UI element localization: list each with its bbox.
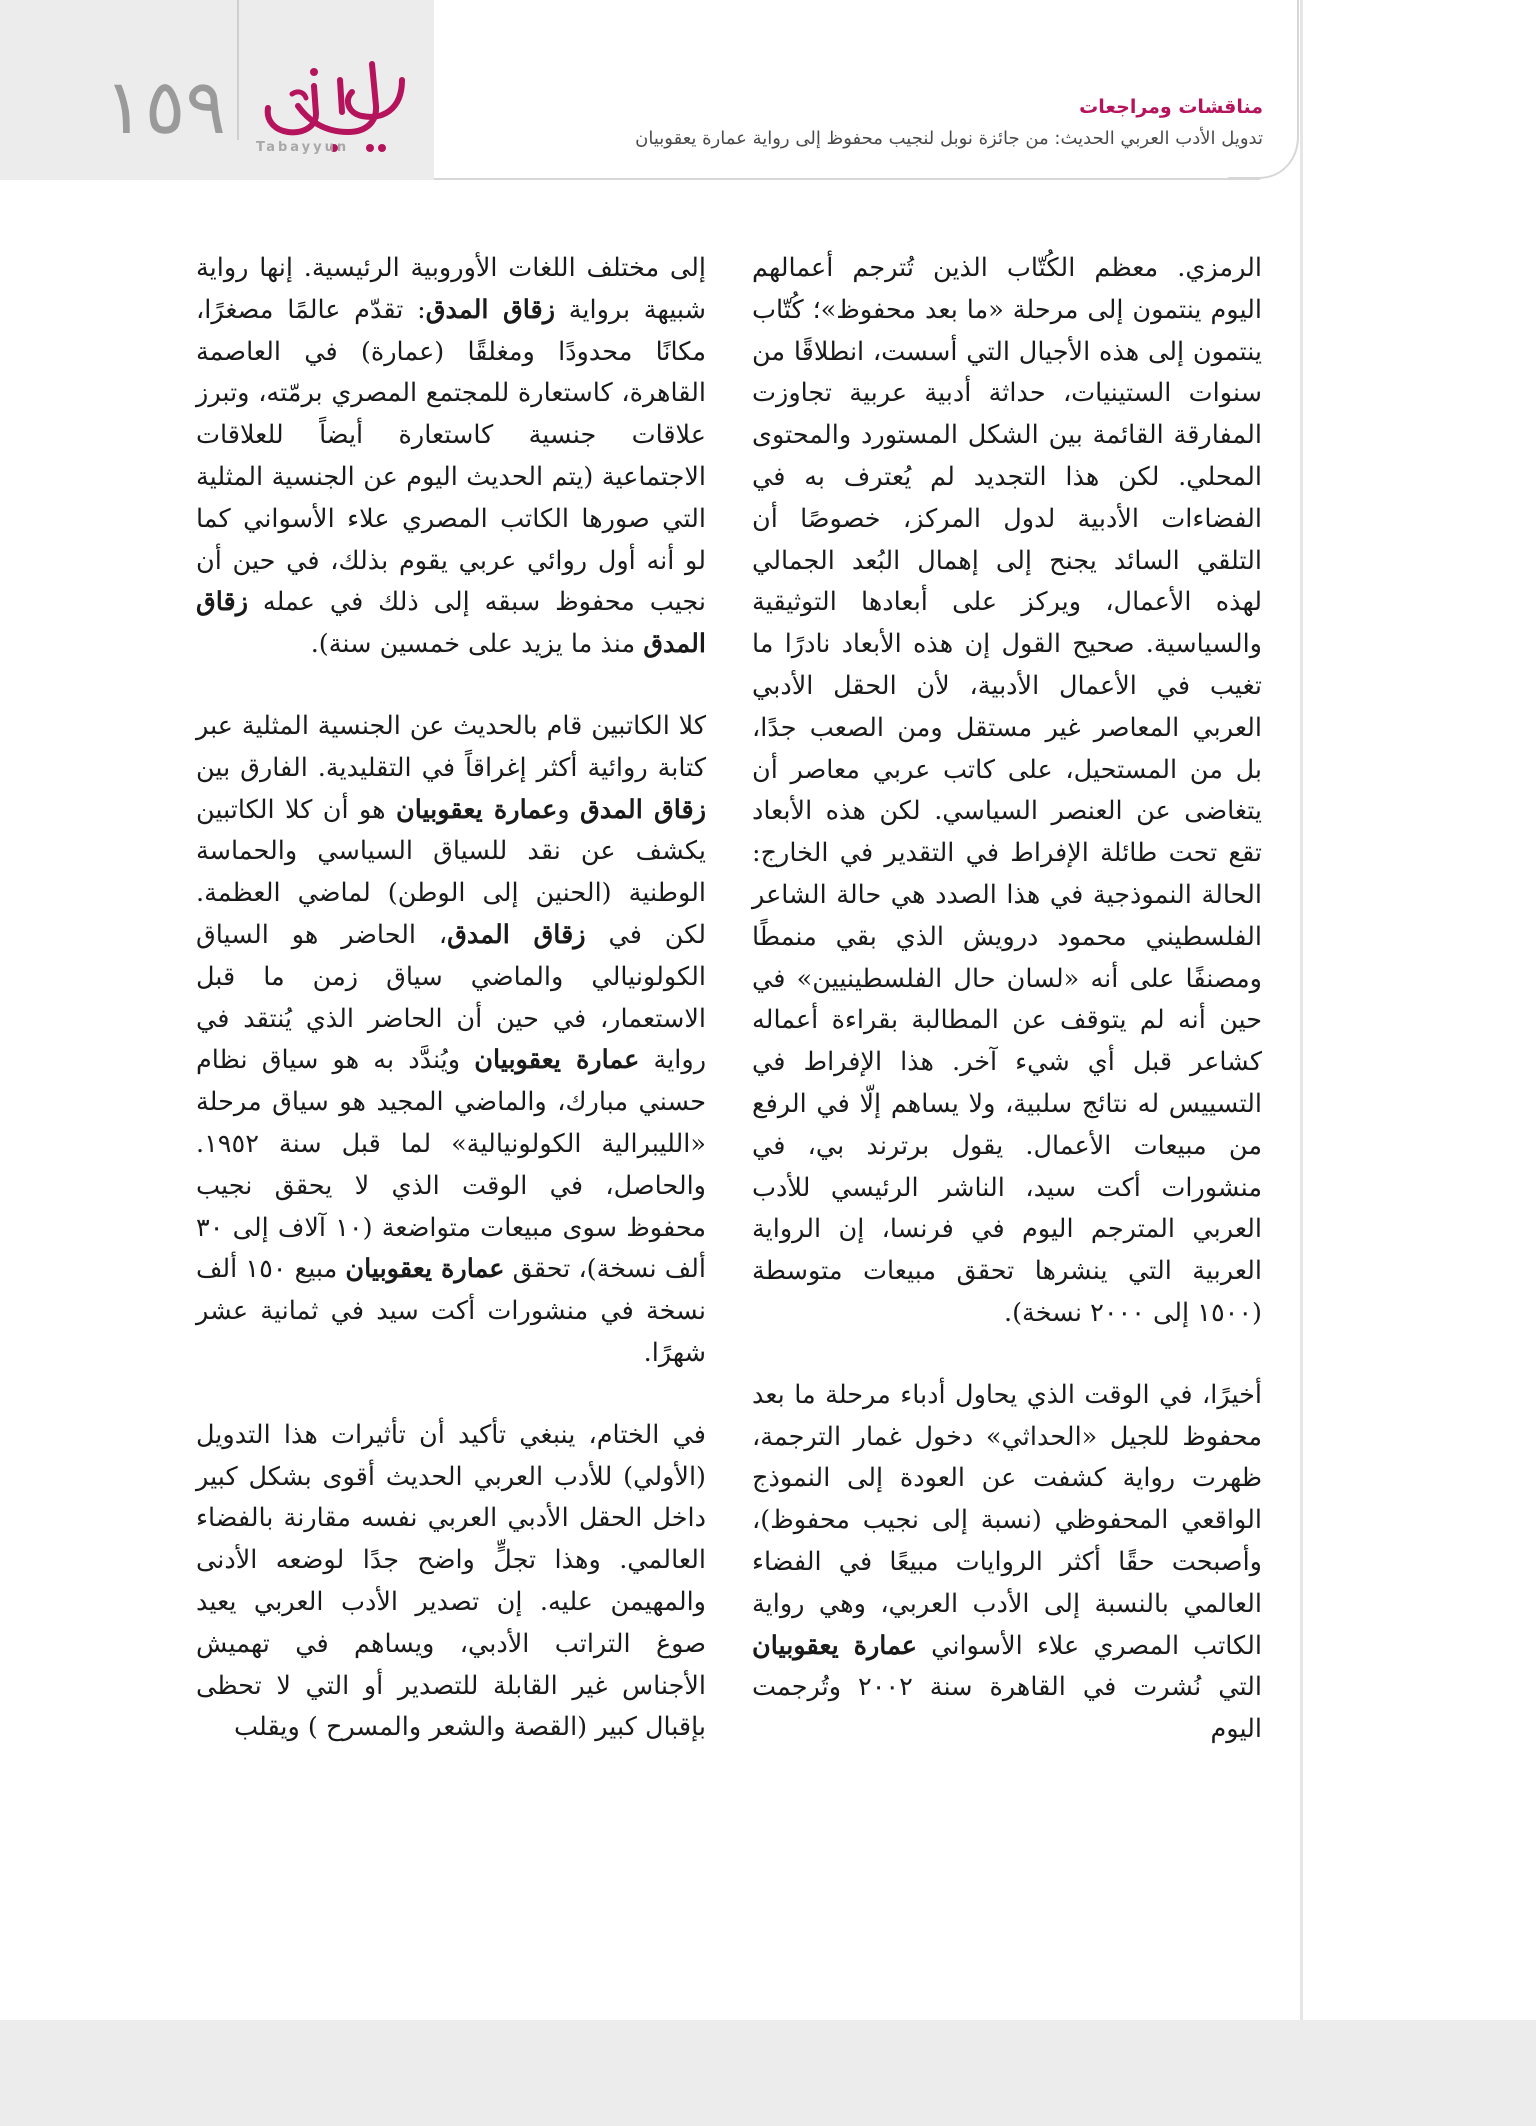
paragraph bbox=[196, 706, 706, 1375]
text-run: التي نُشرت في القاهرة سنة ٢٠٠٢ وتُرجمت اليوم bbox=[752, 1672, 1262, 1745]
page-number: ١٥٩ bbox=[103, 62, 227, 151]
page-margin bbox=[1303, 0, 1536, 2126]
article-running-title: تدويل الأدب العربي الحديث: من جائزة نوبل لنجيب محفوظ إلى رواية عمارة يعقوبيان bbox=[635, 128, 1263, 149]
section-title: مناقشات ومراجعات bbox=[1079, 96, 1263, 118]
logo-latin-text: Tabayyun bbox=[256, 140, 350, 155]
bold-title: زقاق المدق bbox=[580, 794, 707, 825]
text-run: أخيرًا، في الوقت الذي يحاول أدباء مرحلة ما بعد محفوظ للجيل «الحداثي» دخول غمار الترجمة، ظهرت رواية كشفت عن العودة إلى النموذج الواقعي المحفوظي (نسبة إلى نجيب محفوظ)، وأصبحت حقًا أكثر الروايات مبيعًا في الفضاء العالمي بالنسبة إلى الأدب العربي، وهي رواية الكاتب المصري علاء الأسواني bbox=[752, 1379, 1262, 1661]
left-column bbox=[196, 248, 706, 1749]
bold-title: عمارة يعقوبيان bbox=[345, 1254, 505, 1285]
bold-title: زقاق المدق bbox=[196, 587, 706, 660]
header-rule bbox=[434, 178, 1260, 180]
text-run: و bbox=[557, 794, 581, 825]
bold-title: زقاق المدق bbox=[447, 919, 586, 950]
paragraph bbox=[196, 248, 706, 666]
text-run: مبيع ١٥٠ ألف نسخة في منشورات أكت سيد في ثمانية عشر شهرًا. bbox=[196, 1254, 706, 1368]
paragraph bbox=[196, 1415, 706, 1749]
bold-title: عمارة يعقوبيان bbox=[474, 1045, 640, 1076]
bold-title: زقاق المدق bbox=[425, 294, 556, 325]
footer-bar bbox=[0, 2020, 1536, 2126]
bold-title: عمارة يعقوبيان bbox=[752, 1630, 918, 1661]
text-run: هو أن كلا الكاتبين يكشف عن نقد للسياق السياسي والحماسة الوطنية (الحنين إلى الوطن) لماضي العظمة. لكن في bbox=[196, 794, 707, 950]
paragraph bbox=[752, 1375, 1262, 1751]
text-run: : تقدّم عالمًا مصغرًا، مكانًا محدودًا ومغلقًا (عمارة) في العاصمة القاهرة، كاستعارة للمجتمع المصري برمّته، وتبرز علاقات جنسية كاستعارة أيضاً للعلاقات الاجتماعية (يتم الحديث اليوم عن الجنسية المثلية التي صورها الكاتب المصري علاء الأسواني كما لو أنه أول روائي عربي يقوم بذلك، في حين أن نجيب محفوظ سبقه إلى ذلك في عمله bbox=[196, 294, 706, 618]
bold-title: عمارة يعقوبيان bbox=[395, 794, 558, 825]
text-run: الرمزي. معظم الكُتّاب الذين تُترجم أعمالهم اليوم ينتمون إلى مرحلة «ما بعد محفوظ»؛ كُتّاب ينتمون إلى هذه الأجيال التي أسست، انطلاقًا من سنوات الستينيات، حداثة أدبية عربية تجاوزت المفارقة القائمة بين الشكل المستورد والمحتوى المحلي. لكن هذا التجديد لم يُعترف به في الفضاءات الأدبية لدول المركز، خصوصًا أن التلقي السائد يجنح إلى إهمال البُعد الجمالي لهذه الأعمال، ويركز على أبعادها التوثيقية والسياسية. صحيح القول إن هذه الأبعاد نادرًا ما تغيب في الأعمال الأدبية، لأن الحقل الأدبي العربي المعاصر غير مستقل ومن الصعب جدًا، بل من المستحيل، على كاتب عربي معاصر أن يتغاضى عن العنصر السياسي. لكن هذه الأبعاد تقع تحت طائلة الإفراط في التقدير في الخارج: الحالة النموذجية في هذا الصدد هي حالة الشاعر الفلسطيني محمود درويش الذي بقي منمطًا ومصنفًا على أنه «لسان حال الفلسطينيين» في حين أنه لم يتوقف عن المطالبة بقراءة أعماله كشاعر قبل أي شيء آخر. هذا الإفراط في التسييس له نتائج سلبية، ولا يساهم إلّا في الرفع من مبيعات الأعمال. يقول برترند بي، في منشورات أكت سيد، الناشر الرئيسي للأدب العربي المترجم اليوم في فرنسا، إن الرواية العربية التي ينشرها تحقق مبيعات متوسطة (١٥٠٠ إلى ٢٠٠٠ نسخة). bbox=[752, 253, 1262, 1328]
text-run: كلا الكاتبين قام بالحديث عن الجنسية المثلية عبر كتابة روائية أكثر إغراقاً في التقليدية. الفارق بين bbox=[196, 710, 706, 783]
text-run: إلى مختلف اللغات الأوروبية الرئيسية. إنها رواية شبيهة برواية bbox=[196, 253, 706, 325]
text-run: ويُندَّد به هو سياق نظام حسني مبارك، والماضي المجيد هو سياق مرحلة «الليبرالية الكولونيالية» لما قبل سنة ١٩٥٢. والحاصل، في الوقت الذي لا يحقق نجيب محفوظ سوى مبيعات متواضعة (١٠ آلاف إلى ٣٠ ألف نسخة)، تحقق bbox=[196, 1045, 706, 1285]
right-column bbox=[752, 248, 1262, 1751]
text-run: منذ ما يزيد على خمسين سنة). bbox=[310, 629, 644, 660]
text-run: في الختام، ينبغي تأكيد أن تأثيرات هذا التدويل (الأولي) للأدب العربي الحديث أقوى بشكل كبير داخل الحقل الأدبي العربي نفسه مقارنة بالفضاء العالمي. وهذا تجلٍّ واضح جدًا لوضعه الأدنى والمهيمن عليه. إن تصدير الأدب العربي يعيد صوغ التراتب الأدبي، ويساهم في تهميش الأجناس غير القابلة للتصدير أو التي لا تحظى بإقبال كبير (القصة والشعر والمسرح ) ويقلب bbox=[196, 1419, 706, 1743]
text-run: ، الحاضر هو السياق الكولونيالي والماضي سياق زمن ما قبل الاستعمار، في حين أن الحاضر الذي يُنتقد في رواية bbox=[196, 919, 707, 1076]
paragraph bbox=[752, 248, 1262, 1335]
header-divider bbox=[237, 0, 239, 140]
